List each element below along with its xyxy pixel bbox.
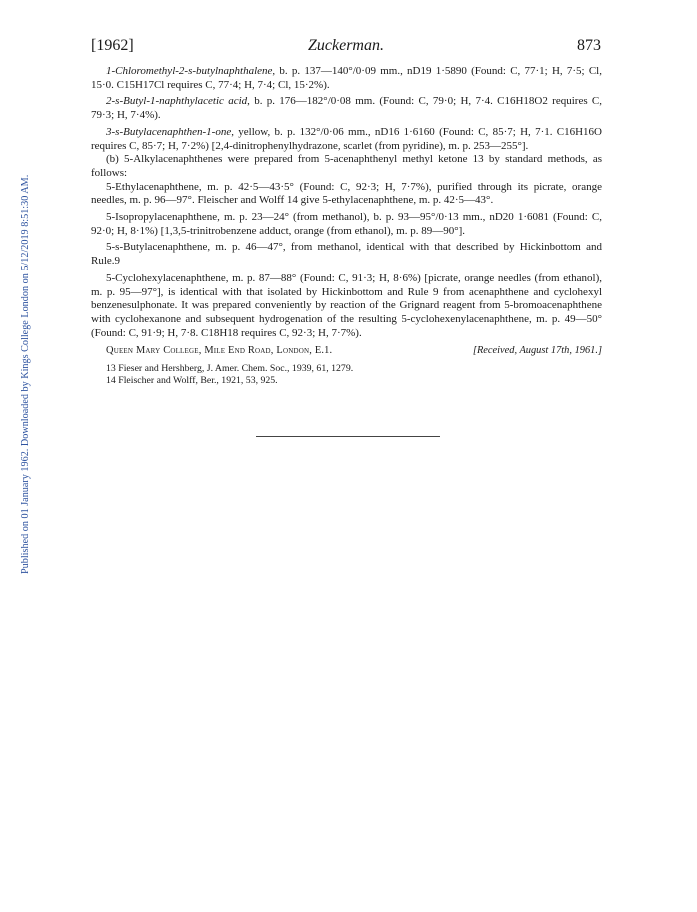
- compound-name: 3-s-Butylacenaphthen-1-one: [106, 125, 232, 138]
- paragraph-section-b: [91, 153, 602, 180]
- paragraph-acenaphthenone: [91, 126, 602, 153]
- header-year: [1962]: [91, 37, 134, 54]
- paragraph-naphthylacetic: [91, 95, 602, 122]
- paragraph-butyl: [91, 241, 602, 268]
- header-page-number: 873: [577, 37, 601, 54]
- article-body: [91, 65, 602, 387]
- paragraph-text: (b) 5-Alkylacenaphthenes were prepared from 5-acenaphthenyl methyl ketone 13 by standard methods, as follows:: [91, 153, 602, 179]
- received-date: [Received, August 17th, 1961.]: [472, 345, 602, 357]
- end-rule: [256, 436, 440, 437]
- paragraph-ethyl: [91, 181, 602, 208]
- header-author: Zuckerman.: [308, 37, 384, 54]
- footnote-14: 14 Fleischer and Wolff, Ber., 1921, 53, 925.: [106, 375, 278, 387]
- footnotes: [91, 363, 602, 387]
- download-watermark-text: Published on 01 January 1962. Downloaded by Kings College London on 5/12/2019 8:51:30 AM.: [20, 174, 31, 574]
- compound-name: 1-Chloromethyl-2-s-butylnaphthalene: [106, 65, 273, 77]
- paragraph-text: , b. p. 176—182°/0·08 mm. (Found: C, 79·0; H, 7·4. C16H18O2 requires C, 79·3; H, 7·4%).: [91, 95, 602, 122]
- institution: Queen Mary College, Mile End Road, London, E.1.: [106, 345, 333, 357]
- page-header: [91, 37, 601, 57]
- paragraph-text: 5-Cyclohexylacenaphthene, m. p. 87—88° (Found: C, 91·3; H, 8·6%) [picrate, orange needles (from ethanol), m. p. 95—97°], is identical with that isolated by Hickinbottom and Rule 9 from acenaphthene and cyclohexyl benzenesulphonate. It was prepared conveniently by reaction of the Grignard reagent from 5-bromoacenaphthene with cyclohexanone and subsequent hydrogenation of the resulting 5-cyclohexenylacenaphthene, m. p. 49—50° (Found: C, 91·9; H, 7·8. C18H18 requires C, 92·3; H, 7·7%).: [91, 271, 602, 339]
- footnote-13: 13 Fieser and Hershberg, J. Amer. Chem. Soc., 1939, 61, 1279.: [106, 363, 354, 375]
- paragraph-text: 5-s-Butylacenaphthene, m. p. 46—47°, from methanol, identical with that described by Hickinbottom and Rule.9: [91, 241, 602, 268]
- compound-name: 2-s-Butyl-1-naphthylacetic acid: [106, 95, 248, 108]
- paragraph-chloromethyl: [91, 65, 602, 92]
- paragraph-text: , b. p. 137—140°/0·09 mm., nD19 1·5890 (Found: C, 77·1; H, 7·5; Cl, 15·0. C15H17Cl requires C, 77·4; H, 7·4; Cl, 15·2%).: [91, 65, 602, 91]
- paragraph-text: 5-Ethylacenaphthene, m. p. 42·5—43·5° (Found: C, 92·3; H, 7·7%), purified through its picrate, orange needles, m. p. 96—97°. Fleischer and Wolff 14 give 5-ethylacenaphthene, m. p. 42·5—43°.: [91, 180, 602, 207]
- paragraph-text: 5-Isopropylacenaphthene, m. p. 23—24° (from methanol), b. p. 93—95°/0·13 mm., nD20 1·6081 (Found: C, 92·0; H, 8·1%) [1,3,5-trinitrobenzene adduct, orange (from ethanol), m. p. 89—90°].: [91, 211, 602, 237]
- download-watermark: [8, 136, 31, 576]
- paragraph-text: , yellow, b. p. 132°/0·06 mm., nD16 1·6160 (Found: C, 85·7; H, 7·1. C16H16O requires C, 85·7; H, 7·2%) [2,4-dinitrophenylhydrazone, scarlet (from pyridine), m. p. 253—255°].: [91, 125, 602, 152]
- affiliation-line: [91, 344, 602, 358]
- paragraph-isopropyl: [91, 211, 602, 238]
- paragraph-cyclohexyl: [91, 272, 602, 341]
